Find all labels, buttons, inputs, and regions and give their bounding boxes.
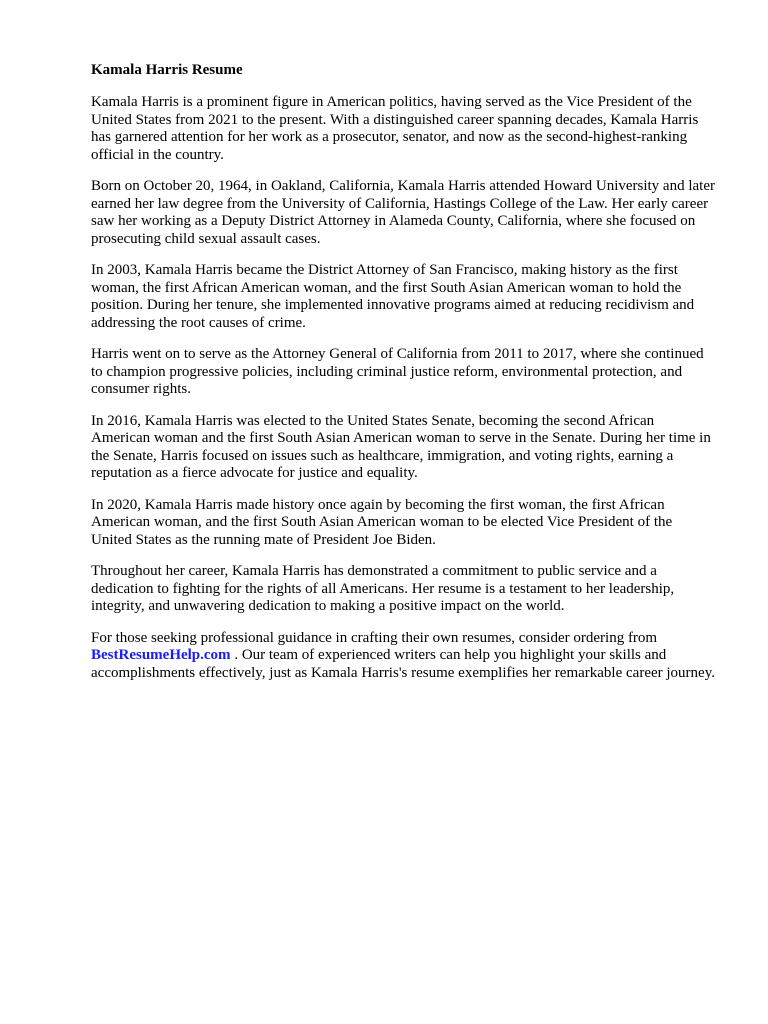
paragraph-district-attorney: In 2003, Kamala Harris became the District Attorney of San Francisco, making history as the first woman, the first African American woman, and the first South Asian American woman to hold the position. During her tenure, she implemented innovative programs aimed at reducing recidivism and addressing the root causes of crime. <box>91 262 695 331</box>
promo-text-after: . Our team of experienced writers can help you highlight your skills and accomplishments effectively, just as Kamala Harris's resume exemplifies her remarkable career journey. <box>91 647 715 681</box>
promo-text-before: For those seeking professional guidance in crafting their own resumes, consider ordering from <box>91 629 658 646</box>
paragraph-promo <box>91 630 716 683</box>
paragraph-early-life: Born on October 20, 1964, in Oakland, California, Kamala Harris attended Howard University and later earned her law degree from the University of California, Hastings College of the Law. Her early career saw her working as a Deputy District Attorney in Alameda County, California, where she focused on prosecuting child sexual assault cases. <box>91 178 715 247</box>
bestresumehelp-link[interactable]: BestResumeHelp.com <box>91 647 231 663</box>
document-title: Kamala Harris Resume <box>91 62 243 78</box>
document-body <box>91 60 716 696</box>
paragraph-attorney-general: Harris went on to serve as the Attorney General of California from 2011 to 2017, where she continued to champion progressive policies, including criminal justice reform, environmental protection, and consumer rights. <box>91 346 704 397</box>
paragraph-intro: Kamala Harris is a prominent figure in American politics, having served as the Vice President of the United States from 2021 to the present. With a distinguished career spanning decades, Kamala Harris has garnered attention for her work as a prosecutor, senator, and now as the second-highest-ranking official in the country. <box>91 94 699 163</box>
paragraph-senate: In 2016, Kamala Harris was elected to the United States Senate, becoming the second African American woman and the first South Asian American woman to serve in the Senate. During her time in the Senate, Harris focused on issues such as healthcare, immigration, and voting rights, earning a reputation as a fierce advocate for justice and equality. <box>91 412 711 481</box>
paragraph-vice-president: In 2020, Kamala Harris made history once again by becoming the first woman, the first African American woman, and the first South Asian American woman to be elected Vice President of the United States as the running mate of President Joe Biden. <box>91 496 673 548</box>
paragraph-summary: Throughout her career, Kamala Harris has demonstrated a commitment to public service and a dedication to fighting for the rights of all Americans. Her resume is a testament to her leadership, integrity, and unwavering dedication to making a positive impact on the world. <box>91 563 675 614</box>
